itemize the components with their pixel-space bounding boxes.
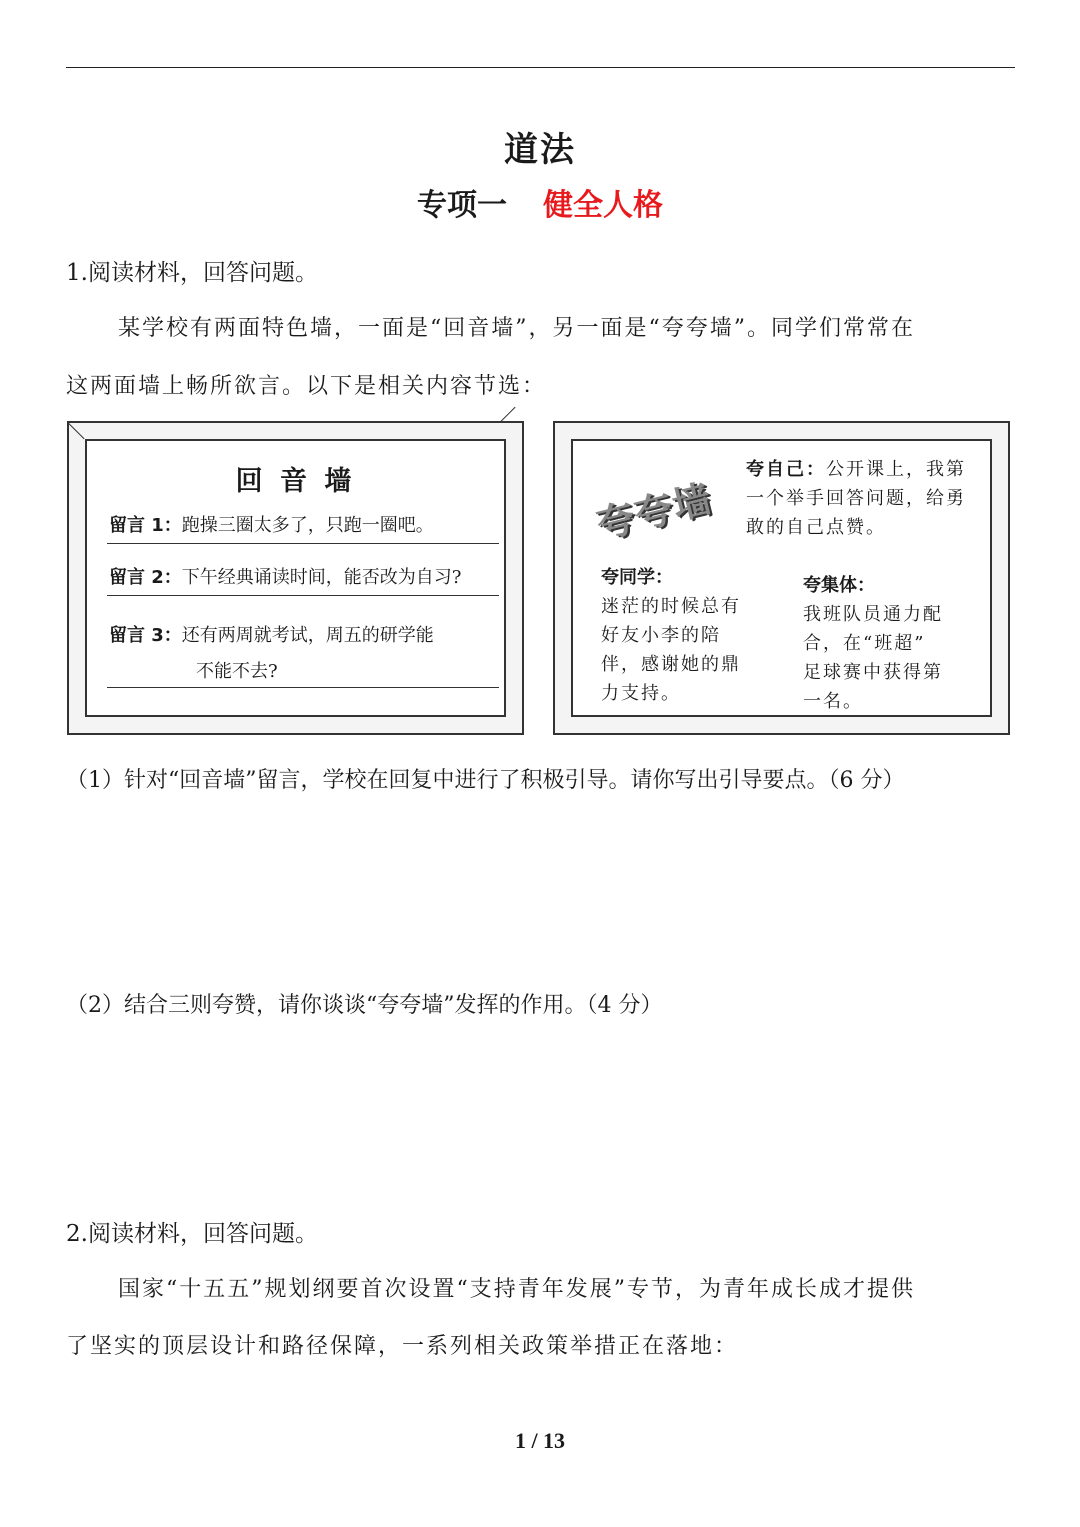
praise-classmate-line: 伴，感谢她的鼎	[601, 654, 741, 675]
praise-self-line3: 敢的自己点赞。	[746, 517, 886, 538]
echo-message-3-key: 留言 3：	[109, 625, 182, 646]
question-2-heading: 2.阅读材料，回答问题。	[66, 1221, 318, 1247]
praise-classmate-head: 夸同学：	[601, 567, 673, 588]
question-2-paragraph-line2: 了坚实的顶层设计和路径保障，一系列相关政策举措正在落地：	[66, 1334, 739, 1359]
echo-message-3-text: 还有两周就考试，周五的研学能	[181, 625, 434, 646]
praise-self-line2: 一个举手回答问题，给勇	[746, 488, 966, 509]
praise-group-line: 合，在“班超”	[803, 633, 926, 654]
echo-divider-1	[107, 543, 499, 544]
question-1-paragraph-line2: 这两面墙上畅所欲言。以下是相关内容节选：	[66, 374, 547, 399]
praise-group-line: 足球赛中获得第	[803, 662, 943, 683]
echo-wall-panel	[85, 439, 506, 717]
question-1-paragraph-line1: 某学校有两面特色墙，一面是“回音墙”，另一面是“夸夸墙”。同学们常常在	[118, 316, 915, 341]
section-prefix: 专项一	[417, 188, 507, 223]
question-1-sub-2: （2）结合三则夸赞，请你谈谈“夸夸墙”发挥的作用。（4 分）	[66, 993, 663, 1018]
praise-self-head: 夸自己：	[746, 459, 826, 480]
echo-message-1	[109, 511, 434, 537]
question-2-paragraph-line1: 国家“十五五”规划纲要首次设置“支持青年发展”专节，为青年成长成才提供	[118, 1277, 915, 1302]
praise-wall-title: 夸夸墙	[592, 476, 717, 548]
echo-frame-corner	[68, 423, 84, 439]
echo-wall-board	[67, 421, 524, 735]
echo-frame-corner	[499, 407, 515, 423]
echo-message-2-text: 下午经典诵读时间，能否改为自习?	[181, 567, 462, 588]
echo-message-3-cont: 不能不去?	[196, 661, 278, 682]
page-number: 1 / 13	[514, 1428, 566, 1453]
echo-wall-title: 回 音 墙	[235, 466, 356, 497]
praise-classmate-line: 迷茫的时候总有	[601, 596, 741, 617]
echo-message-1-text: 跑操三圈太多了，只跑一圈吧。	[181, 515, 434, 536]
section-title	[0, 180, 1080, 224]
praise-group-line: 我班队员通力配	[803, 604, 943, 625]
praise-group-line: 一名。	[803, 691, 863, 712]
praise-wall-panel	[571, 439, 992, 717]
praise-classmate	[601, 563, 781, 708]
echo-message-2-key: 留言 2：	[109, 567, 182, 588]
header-rule	[66, 67, 1015, 68]
subject-title: 道法	[504, 130, 576, 170]
echo-divider-3	[107, 687, 499, 688]
praise-self	[746, 455, 986, 542]
section-name: 健全人格	[543, 188, 663, 223]
praise-self-line1: 公开课上，我第	[826, 459, 966, 480]
echo-divider-2	[107, 595, 499, 596]
praise-group-head: 夸集体：	[803, 575, 875, 596]
praise-classmate-line: 好友小李的陪	[601, 625, 721, 646]
praise-group	[803, 571, 988, 716]
praise-classmate-line: 力支持。	[601, 683, 681, 704]
question-1-heading: 1.阅读材料，回答问题。	[66, 260, 318, 286]
echo-message-2	[109, 563, 461, 589]
echo-message-3	[109, 621, 434, 647]
echo-message-1-key: 留言 1：	[109, 515, 182, 536]
question-1-sub-1: （1）针对“回音墙”留言，学校在回复中进行了积极引导。请你写出引导要点。（6 分）	[66, 768, 905, 793]
praise-wall-board	[553, 421, 1010, 735]
